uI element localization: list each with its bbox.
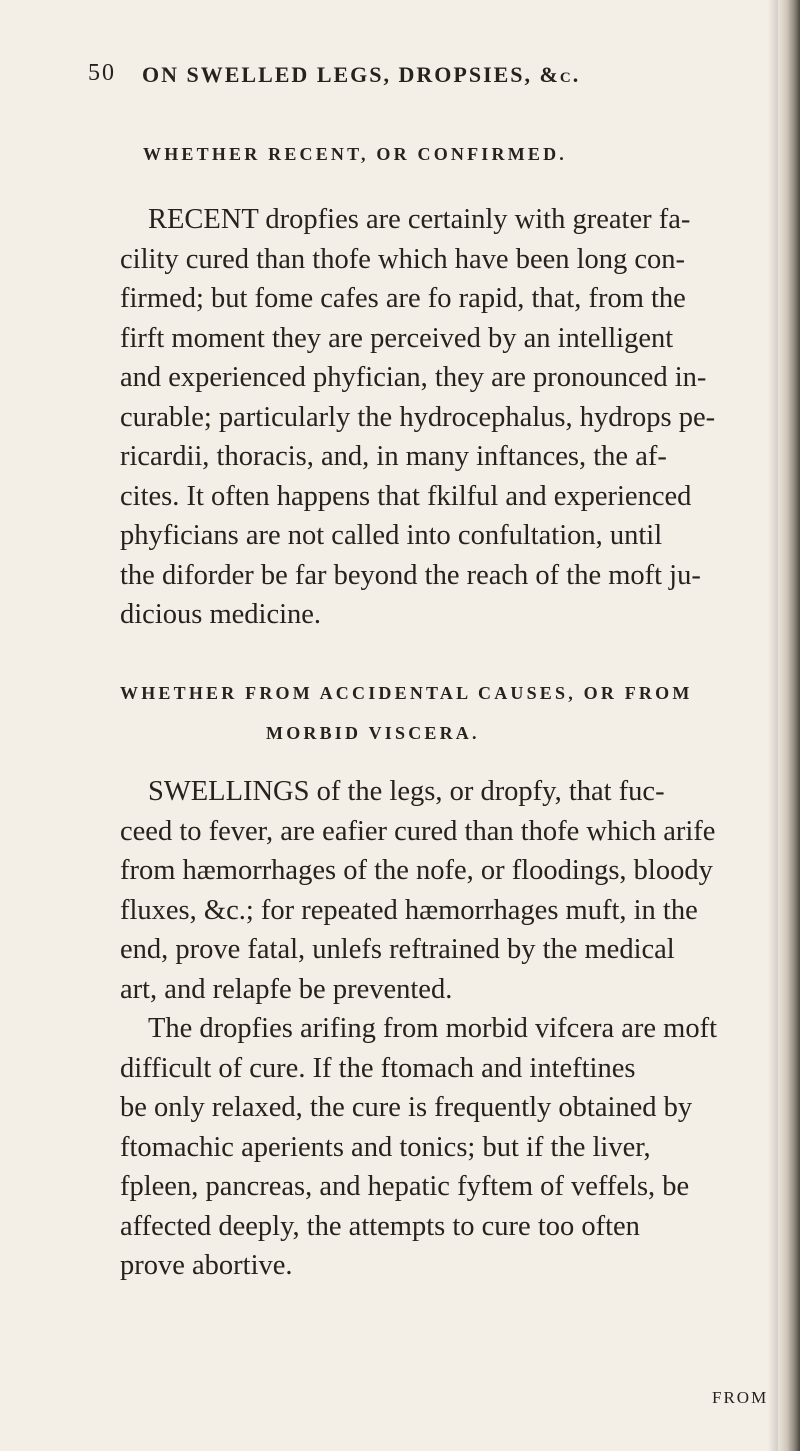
text-line: the diforder be far beyond the reach of the moft ju-: [120, 559, 701, 591]
text-line: fpleen, pancreas, and hepatic fyftem of veffels, be: [120, 1171, 690, 1202]
text-line: end, prove fatal, unlefs reftrained by the medical: [120, 934, 675, 965]
text-line: prove abortive.: [120, 1250, 293, 1281]
paragraph-viscera: [120, 1009, 770, 1286]
text-line: curable; particularly the hydrocephalus, hydrops pe-: [120, 401, 716, 433]
text-line: difficult of cure. If the ftomach and inteftines: [120, 1052, 636, 1084]
text-line: cility cured than thofe which have been long con-: [120, 243, 686, 275]
text-line: firft moment they are perceived by an intelligent: [120, 322, 674, 354]
section-heading-causes: WHETHER FROM ACCIDENTAL CAUSES, OR FROM: [120, 683, 693, 703]
text-line: be only relaxed, the cure is frequently obtained by: [120, 1092, 693, 1123]
text-line: fluxes, &c.; for repeated hæmorrhages muft, in the: [120, 894, 698, 926]
text-line: ftomachic aperients and tonics; but if the liver,: [120, 1131, 651, 1163]
text-line: and experienced phyfician, they are pronounced in-: [120, 362, 707, 393]
text-line: phyficians are not called into confultation, until: [120, 520, 663, 551]
text-line: RECENT dropfies are certainly with greater fa-: [148, 204, 691, 235]
section-heading-recent: WHETHER RECENT, OR CONFIRMED.: [143, 144, 567, 164]
text-line: affected deeply, the attempts to cure too often: [120, 1210, 640, 1242]
page-number: 50: [88, 60, 116, 86]
text-line: SWELLINGS of the legs, or dropfy, that fuc-: [148, 776, 665, 807]
paragraph-recent: [120, 200, 770, 635]
text-line: firmed; but fome cafes are fo rapid, that, from the: [120, 283, 686, 314]
section-heading-causes-line2: MORBID VISCERA.: [266, 723, 480, 743]
text-line: art, and relapfe be prevented.: [120, 973, 453, 1005]
catchword: FROM: [712, 1388, 769, 1407]
text-line: from hæmorrhages of the nofe, or floodings, bloody: [120, 855, 713, 886]
text-line: cites. It often happens that fkilful and experienced: [120, 480, 692, 512]
text-line: ricardii, thoracis, and, in many inftances, the af-: [120, 441, 667, 472]
text-line: dicious medicine.: [120, 599, 322, 630]
running-title: ON SWELLED LEGS, DROPSIES, &c.: [142, 62, 581, 87]
paragraph-swellings: [120, 772, 770, 1009]
running-head: [88, 58, 728, 98]
text-line: The dropfies arifing from morbid vifcera are moft: [148, 1013, 717, 1044]
text-line: ceed to fever, are eafier cured than thofe which arife: [120, 815, 716, 847]
